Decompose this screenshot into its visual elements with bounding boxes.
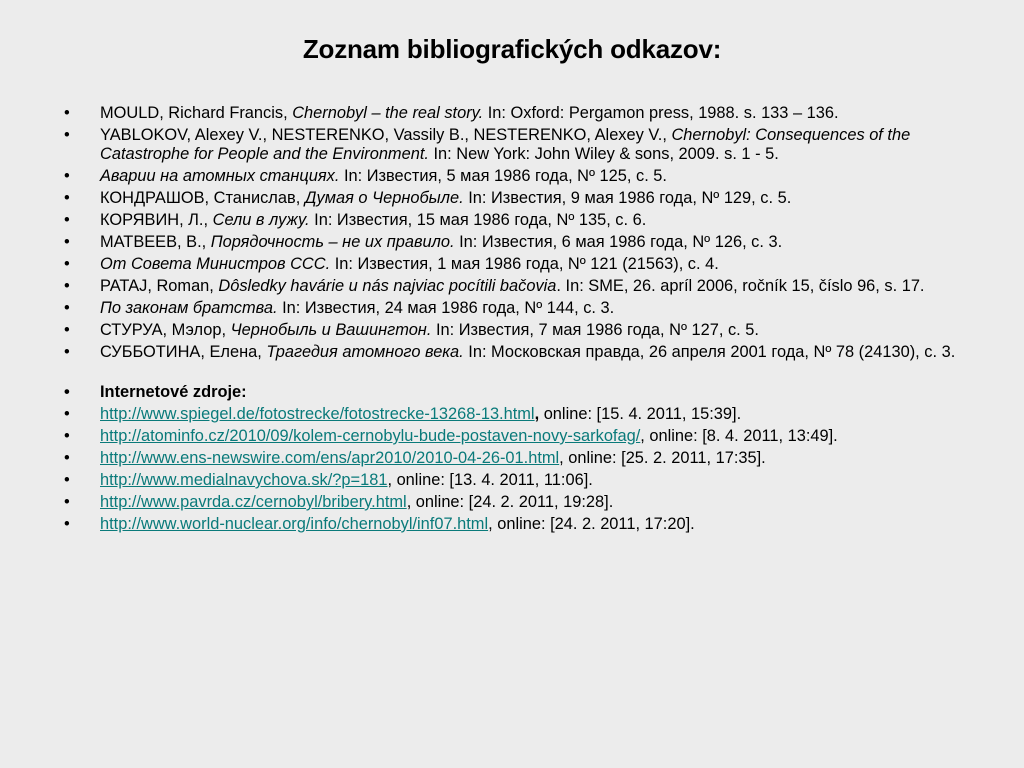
reference-authors: СУББОТИНА, Елена,	[100, 343, 267, 361]
reference-title: От Совета Министров ССС.	[100, 255, 331, 273]
source-access-date: online: [15. 4. 2011, 15:39].	[539, 405, 742, 423]
reference-item	[0, 211, 1024, 230]
reference-title: Аварии на атомных станциях.	[100, 167, 340, 185]
reference-authors: YABLOKOV, Alexey V., NESTERENKO, Vassily B., NESTERENKO, Alexey V.,	[100, 126, 672, 144]
internet-source-item	[0, 427, 1024, 446]
internet-source-item	[0, 405, 1024, 424]
source-access-date: online: [25. 2. 2011, 17:35].	[563, 449, 766, 467]
reference-item	[0, 343, 1024, 362]
source-access-date: online: [13. 4. 2011, 11:06].	[392, 471, 593, 489]
internet-source-item	[0, 449, 1024, 468]
reference-title: Сели в лужу.	[212, 211, 310, 229]
reference-citation: . In: SME, 26. apríl 2006, ročník 15, číslo 96, s. 17.	[556, 277, 925, 295]
internet-sources-heading: • Internetové zdroje:	[0, 383, 1024, 402]
reference-item	[0, 189, 1024, 208]
section-spacer	[0, 365, 1024, 383]
source-separator: ,	[534, 405, 540, 423]
reference-citation: In: Известия, 24 мая 1986 года, Nº 144, с. 3.	[277, 299, 615, 317]
reference-citation: In: Известия, 5 мая 1986 года, Nº 125, с. 5.	[339, 167, 667, 185]
reference-title: Порядочность – не их правило.	[210, 233, 455, 251]
reference-citation: In: New York: John Wiley & sons, 2009. s. 1 - 5.	[428, 145, 779, 163]
reference-item	[0, 299, 1024, 318]
reference-citation: In: Oxford: Pergamon press, 1988. s. 133 – 136.	[483, 104, 839, 122]
source-link[interactable]: http://www.spiegel.de/fotostrecke/fotostrecke-13268-13.html	[100, 405, 535, 423]
reference-citation: In: Известия, 6 мая 1986 года, Nº 126, с. 3.	[454, 233, 783, 251]
reference-authors: MOULD, Richard Francis,	[100, 104, 293, 122]
reference-citation: In: Известия, 1 мая 1986 года, Nº 121 (21563), с. 4.	[330, 255, 719, 273]
reference-title: Думая о Чернобыле.	[304, 189, 464, 207]
source-separator: ,	[640, 427, 645, 445]
source-access-date: online: [8. 4. 2011, 13:49].	[644, 427, 838, 445]
reference-item	[0, 104, 1024, 123]
reference-item	[0, 126, 1024, 164]
reference-title: Chernobyl: Consequences of the Catastrophe for People and the Environment.	[100, 126, 911, 163]
reference-authors: МАТВЕЕВ, В.,	[100, 233, 211, 251]
reference-title: Dôsledky havárie u nás najviac pocítili bačovia	[218, 277, 557, 295]
reference-authors: PATAJ, Roman,	[100, 277, 219, 295]
reference-citation: In: Известия, 15 мая 1986 года, Nº 135, с. 6.	[309, 211, 647, 229]
internet-source-item	[0, 471, 1024, 490]
reference-item	[0, 321, 1024, 340]
reference-item	[0, 277, 1024, 296]
source-separator: ,	[559, 449, 564, 467]
source-access-date: online: [24. 2. 2011, 19:28].	[411, 493, 614, 511]
reference-citation: In: Московская правда, 26 апреля 2001 года, Nº 78 (24130), с. 3.	[463, 343, 956, 361]
reference-item	[0, 167, 1024, 186]
source-separator: ,	[488, 515, 493, 533]
internet-source-item	[0, 515, 1024, 534]
source-access-date: online: [24. 2. 2011, 17:20].	[492, 515, 695, 533]
reference-list	[0, 104, 1024, 537]
source-separator: ,	[406, 493, 412, 511]
source-link[interactable]: http://www.ens-newswire.com/ens/apr2010/2010-04-26-01.html	[100, 449, 560, 467]
source-link[interactable]: http://www.pavrda.cz/cernobyl/bribery.html	[100, 493, 407, 511]
source-link[interactable]: http://www.world-nuclear.org/info/chernobyl/inf07.html	[100, 515, 489, 533]
reference-authors: КОНДРАШОВ, Станислав,	[100, 189, 305, 207]
reference-item	[0, 255, 1024, 274]
reference-item	[0, 233, 1024, 252]
reference-title: По законам братства.	[100, 299, 278, 317]
reference-title: Чернобыль и Вашингтон.	[230, 321, 432, 339]
source-separator: ,	[387, 471, 393, 489]
reference-citation: In: Известия, 9 мая 1986 года, Nº 129, с. 5.	[463, 189, 792, 207]
internet-source-item	[0, 493, 1024, 512]
source-link[interactable]: http://www.medialnavychova.sk/?p=181	[100, 471, 388, 489]
reference-title: Трагедия атомного века.	[266, 343, 464, 361]
source-link[interactable]: http://atominfo.cz/2010/09/kolem-cernobylu-bude-postaven-novy-sarkofag/	[100, 427, 641, 445]
reference-title: Chernobyl – the real story.	[292, 104, 484, 122]
reference-citation: In: Известия, 7 мая 1986 года, Nº 127, с. 5.	[431, 321, 759, 339]
reference-authors: КОРЯВИН, Л.,	[100, 211, 213, 229]
reference-authors: СТУРУА, Мэлор,	[100, 321, 231, 339]
page-title: Zoznam bibliografických odkazov:	[302, 34, 722, 64]
